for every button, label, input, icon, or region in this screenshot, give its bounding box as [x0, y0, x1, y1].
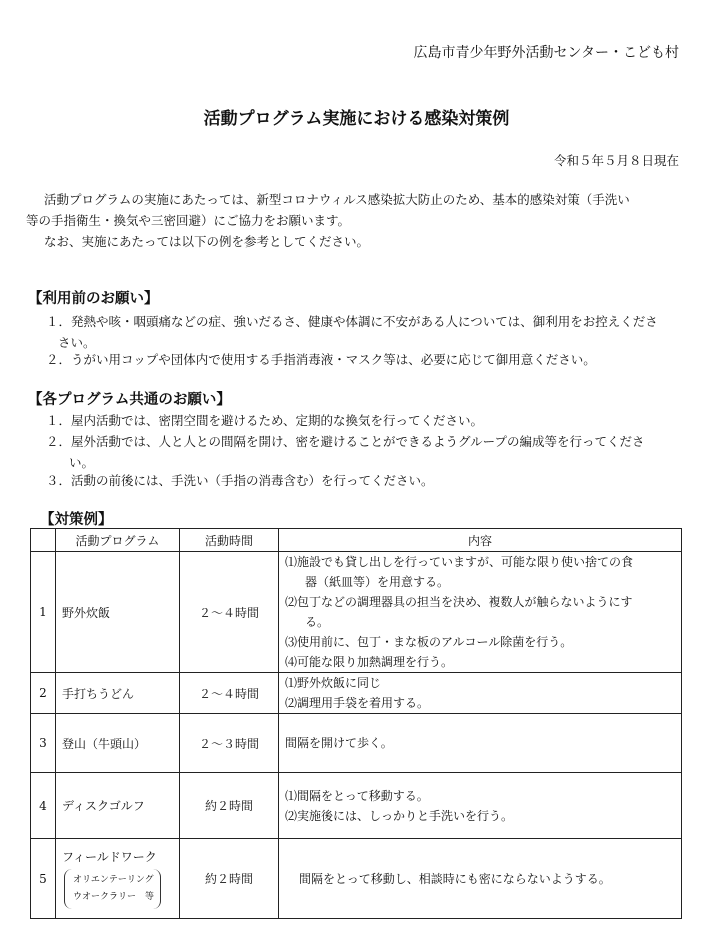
- content-line: 器（紙皿等）を用意する。: [305, 575, 450, 589]
- document-date: 令和５年５月８日現在: [553, 153, 679, 168]
- row-program: 手打ちうどん: [56, 673, 180, 714]
- row-number: 5: [31, 839, 56, 919]
- row-time: 約２時間: [180, 839, 279, 919]
- measures-table: [30, 528, 682, 919]
- before-use-heading: 【利用前のお願い】: [28, 291, 159, 307]
- row-number: 3: [31, 714, 56, 773]
- column-header-program: 活動プログラム: [56, 529, 180, 552]
- row-content: [279, 839, 682, 919]
- item-number: ３．: [46, 473, 72, 488]
- item-text: うがい用コップや団体内で使用する手指消毒液・マスク等は、必要に応じて御用意ください。: [71, 352, 596, 367]
- row-program: ディスクゴルフ: [56, 773, 180, 839]
- row-program: 野外炊飯: [56, 552, 180, 673]
- organization-name: 広島市青少年野外活動センター・こども村: [413, 45, 679, 61]
- common-item-2: [46, 431, 686, 452]
- intro-line-3: なお、実施にあたっては以下の例を参考としてください。: [44, 234, 370, 249]
- table-row: [31, 714, 682, 773]
- content-line: ⑵包丁などの調理器具の担当を決め、複数人が触らないようにす: [285, 595, 633, 609]
- item-text: 屋内活動では、密閉空間を避けるため、定期的な換気を行ってください。: [71, 413, 484, 428]
- common-item-2-cont: い。: [69, 455, 95, 470]
- row-time: ２～３時間: [180, 714, 279, 773]
- column-header-time: 活動時間: [180, 529, 279, 552]
- row-time: 約２時間: [180, 773, 279, 839]
- item-number: ２．: [46, 352, 72, 367]
- common-item-1: [46, 410, 483, 431]
- item-text: 発熱や咳・咽頭痛などの症、強いだるさ、健康や体調に不安がある人については、御利用をお控えくださ: [71, 314, 658, 329]
- content-line: ⑶使用前に、包丁・まな板のアルコール除菌を行う。: [285, 635, 573, 649]
- program-sub-item: ウオークラリー 等: [73, 892, 155, 902]
- before-use-item-1: [46, 311, 686, 332]
- row-time: ２～４時間: [180, 673, 279, 714]
- before-use-item-1-cont: さい。: [58, 335, 96, 350]
- row-program: 登山（牛頭山）: [56, 714, 180, 773]
- row-content: [279, 714, 682, 773]
- common-heading: 【各プログラム共通のお願い】: [28, 392, 231, 408]
- row-program: [56, 839, 180, 919]
- content-line: る。: [305, 615, 330, 629]
- row-number: 2: [31, 673, 56, 714]
- content-line: ⑴施設でも貸し出しを行っていますが、可能な限り使い捨ての食: [285, 555, 634, 569]
- row-time: ２～４時間: [180, 552, 279, 673]
- intro-line-2: 等の手指衛生・換気や三密回避）にご協力をお願います。: [26, 213, 351, 228]
- row-content: [279, 552, 682, 673]
- program-sub-item: オリエンテーリング: [73, 875, 154, 885]
- item-text: 屋外活動では、人と人との間隔を開け、密を避けることができるようグループの編成等を行ってくださ: [71, 434, 645, 449]
- content-line: ⑷可能な限り加熱調理を行う。: [285, 655, 454, 669]
- intro-paragraph: [26, 189, 686, 252]
- content-line: ⑵調理用手袋を着用する。: [285, 696, 430, 710]
- page-title: 活動プログラム実施における感染対策例: [203, 109, 510, 129]
- column-header-content: 内容: [279, 529, 682, 552]
- table-row: [31, 673, 682, 714]
- table-row: [31, 839, 682, 919]
- before-use-item-2: [46, 349, 596, 370]
- content-line: 間隔を開けて歩く。: [285, 736, 393, 750]
- item-number: １．: [46, 413, 72, 428]
- row-content: [279, 673, 682, 714]
- item-number: ２．: [46, 434, 72, 449]
- program-name: フィールドワーク: [62, 850, 157, 864]
- intro-line-1: 活動プログラムの実施にあたっては、新型コロナウィルス感染拡大防止のため、基本的感染対策（手洗い: [44, 192, 630, 207]
- content-line: ⑵実施後には、しっかりと手洗いを行う。: [285, 808, 514, 823]
- measures-heading: 【対策例】: [40, 512, 113, 528]
- row-content: [279, 773, 682, 839]
- program-sub-list: [64, 869, 161, 909]
- item-text: 活動の前後には、手洗い（手指の消毒含む）を行ってください。: [71, 473, 434, 488]
- table-row: [31, 773, 682, 839]
- content-line: ⑴野外炊飯に同じ: [285, 676, 382, 690]
- common-item-3: [46, 470, 434, 491]
- table-row: [31, 552, 682, 673]
- row-number: 4: [31, 773, 56, 839]
- table-header-row: [31, 529, 682, 552]
- row-number: 1: [31, 552, 56, 673]
- content-line: 間隔をとって移動し、相談時にも密にならないようする。: [299, 871, 611, 886]
- item-number: １．: [46, 314, 72, 329]
- content-line: ⑴間隔をとって移動する。: [285, 788, 429, 803]
- column-header-no: [31, 529, 56, 552]
